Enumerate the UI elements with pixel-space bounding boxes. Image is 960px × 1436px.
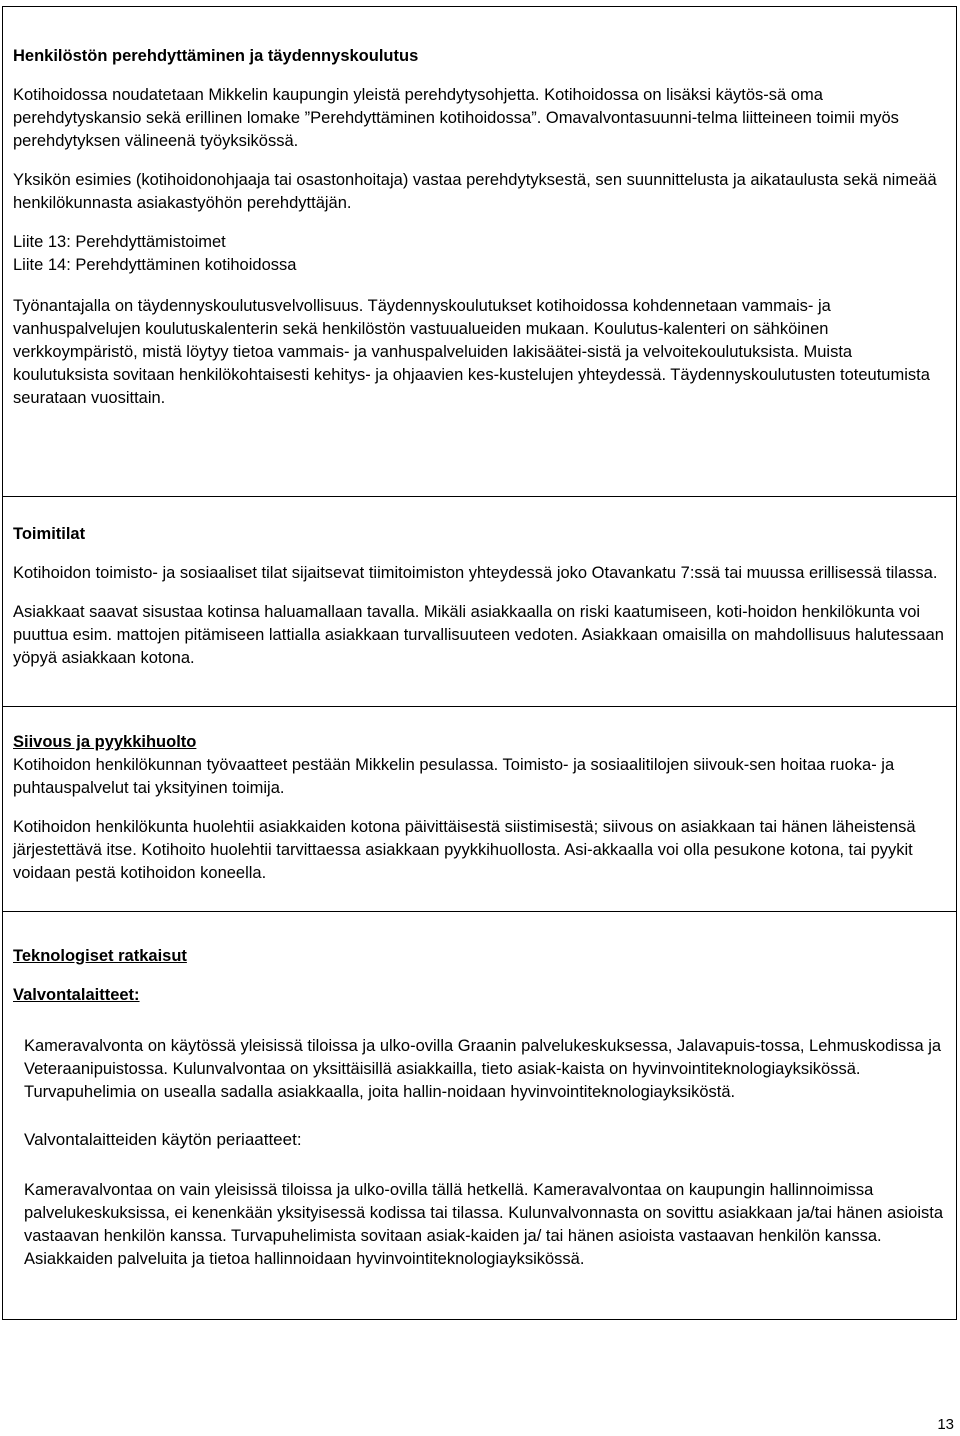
page-number: 13	[937, 1416, 954, 1433]
paragraph: Työnantajalla on täydennyskoulutusvelvollisuus. Täydennyskoulutukset kotihoidossa kohdennetaan vammais- ja vanhuspalvelujen koulutuskalenterin sekä henkilöstön vastuualueiden mukaan. Koulutus-kalenteri on sähköinen verkkoympäristö, mistä löytyy tietoa vammais- ja vanhuspalveluiden lakisäätei-sistä ja velvoitekoulutuksista. Muista koulutuksista sovitaan henkilökohtaisesti kehitys- ja ohjaavien kes-kustelujen yhteydessä. Täydennyskoulutusten toteutumista seurataan vuosittain.	[13, 297, 930, 407]
subheading-monitoring-devices: Valvontalaitteet:	[13, 986, 140, 1004]
paragraph: Kotihoidon toimisto- ja sosiaaliset tilat sijaitsevat tiimitoimiston yhteydessä joko Otavankatu 7:ssä tai muussa erillisessä tilassa.	[13, 564, 938, 582]
paragraph: Kotihoidon henkilökunnan työvaatteet pestään Mikkelin pesulassa. Toimisto- ja sosiaalitilojen siivouk-sen hoitaa ruoka- ja puhtauspalvelut tai yksityinen toimija.	[13, 756, 895, 797]
paragraph: Kameravalvontaa on vain yleisissä tiloissa ja ulko-ovilla tällä hetkellä. Kameravalvontaa on kaupungin hallinnoimissa palvelukeskuksissa, ei kenenkään yksityisessä kodissa tai tilassa. Kulunvalvonnasta on sovittu asiakkaan ja/tai hänen asioista vastaavan henkilön kanssa. Turvapuhelimista sovitaan asiak-kaiden ja/ tai hänen asioista vastaavan henkilön kanssa. Asiakkaiden palveluita ja tietoa hallinnoidaan hyvinvointiteknologiayksikössä.	[24, 1181, 944, 1268]
paragraph: Yksikön esimies (kotihoidonohjaaja tai osastonhoitaja) vastaa perehdytyksestä, sen suunnittelusta ja aikataulusta sekä nimeää henkilökunnasta asiakastyöhön perehdyttäjän.	[13, 171, 937, 212]
section-heading: Teknologiset ratkaisut	[13, 947, 187, 965]
paragraph: Kotihoidossa noudatetaan Mikkelin kaupungin yleistä perehdytysohjetta. Kotihoidossa on lisäksi käytös-sä oma perehdytyskansio sekä erillinen lomake ”Perehdyttäminen kotihoidossa”. Omavalvontasuunni-telma liitteineen toimii myös perehdytyksen välineenä työyksikössä.	[13, 86, 899, 150]
section-technology	[2, 911, 957, 1320]
attachment-reference: Liite 14: Perehdyttäminen kotihoidossa	[13, 256, 297, 274]
paragraph: Asiakkaat saavat sisustaa kotinsa haluamallaan tavalla. Mikäli asiakkaalla on riski kaatumiseen, koti-hoidon henkilökunta voi puuttua esim. mattojen pitämiseen lattialla asiakkaan turvallisuuteen vedoten. Asiakkaan omaisilla on mahdollisuus halutessaan yöpyä asiakkaan kotona.	[13, 603, 944, 667]
attachment-reference: Liite 13: Perehdyttämistoimet	[13, 233, 226, 251]
section-heading: Siivous ja pyykkihuolto	[13, 733, 197, 751]
paragraph: Kameravalvonta on käytössä yleisissä tiloissa ja ulko-ovilla Graanin palvelukeskuksessa, Jalavapuis-tossa, Lehmuskodissa ja Veteraanipuistossa. Kulunvalvontaa on yksittäisillä asiakkailla, tieto asiak-kaista on hyvinvointiteknologiayksikössä. Turvapuhelimia on usealla sadalla asiakkaalla, joita hallin-noidaan hyvinvointiteknologiayksiköstä.	[24, 1037, 942, 1101]
section-heading: Henkilöstön perehdyttäminen ja täydennyskoulutus	[13, 47, 419, 65]
paragraph: Kotihoidon henkilökunta huolehtii asiakkaiden kotona päivittäisestä siistimisestä; siivous on asiakkaan tai hänen läheistensä järjestettävä itse. Kotihoito huolehtii tarvittaessa asiakkaan pyykkihuollosta. Asi-akkaalla voi olla pesukone kotona, tai pyykit voidaan pestä kotihoidon koneella.	[13, 818, 916, 882]
section-cleaning-laundry	[2, 706, 957, 912]
section-heading: Toimitilat	[13, 525, 86, 543]
section-orientation	[2, 6, 957, 497]
subheading-usage-principles: Valvontalaitteiden käytön periaatteet:	[24, 1130, 302, 1149]
section-premises	[2, 496, 957, 707]
